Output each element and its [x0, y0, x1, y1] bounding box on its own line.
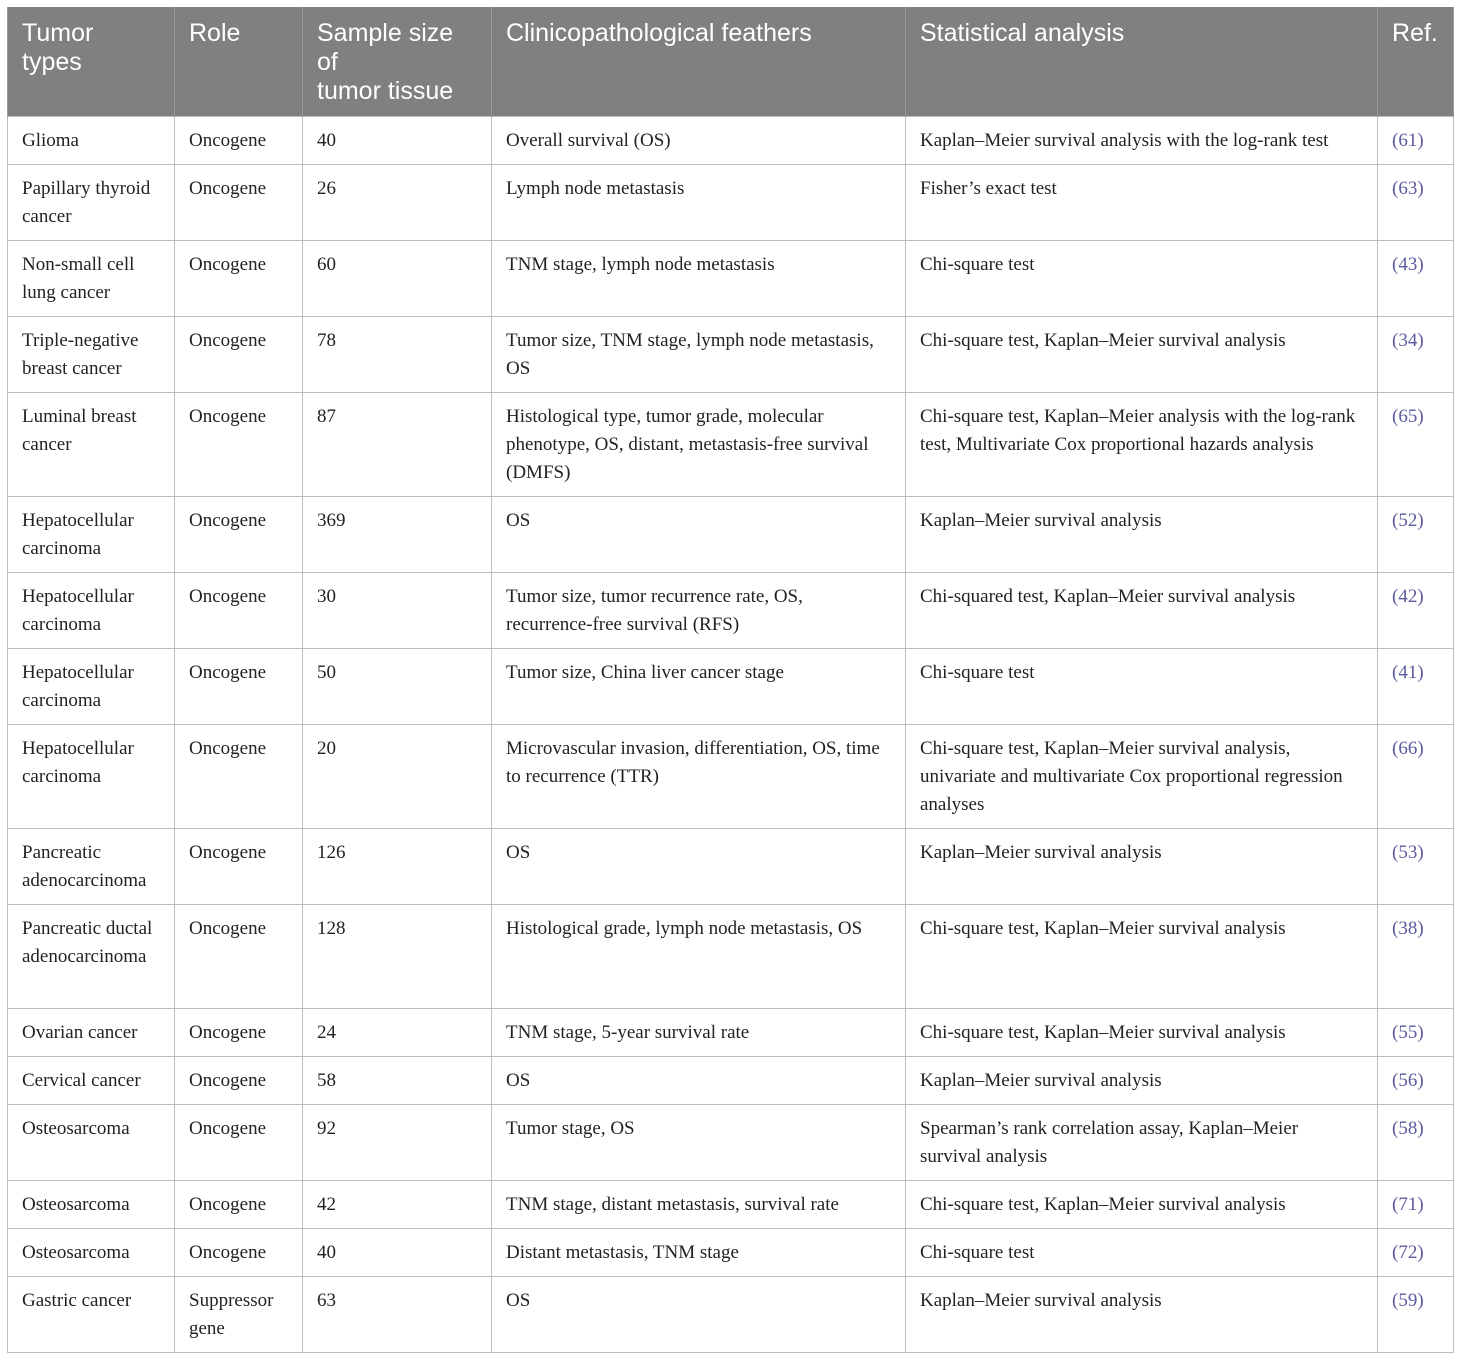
table-row: [8, 117, 1454, 165]
cell-statistical-analysis: Chi-squared test, Kaplan–Meier survival analysis: [906, 573, 1378, 649]
cell-sample-size: 42: [303, 1181, 492, 1229]
cell-statistical-analysis: Kaplan–Meier survival analysis: [906, 1057, 1378, 1105]
header-ref: Ref.: [1378, 7, 1454, 117]
cell-features: TNM stage, distant metastasis, survival rate: [492, 1181, 906, 1229]
cell-sample-size: 26: [303, 165, 492, 241]
cell-ref[interactable]: (72): [1378, 1229, 1454, 1277]
cell-statistical-analysis: Kaplan–Meier survival analysis: [906, 1277, 1378, 1353]
cell-sample-size: 40: [303, 1229, 492, 1277]
cell-role: Oncogene: [175, 573, 303, 649]
table-row: [8, 1181, 1454, 1229]
cell-ref[interactable]: (52): [1378, 497, 1454, 573]
cell-tumor-type: Glioma: [8, 117, 175, 165]
header-clinicopathological-features: Clinicopathological feathers: [492, 7, 906, 117]
table-row: [8, 165, 1454, 241]
cell-features: Tumor size, TNM stage, lymph node metastasis, OS: [492, 317, 906, 393]
cell-tumor-type: Ovarian cancer: [8, 1009, 175, 1057]
cell-features: Tumor stage, OS: [492, 1105, 906, 1181]
cell-statistical-analysis: Chi-square test, Kaplan–Meier survival analysis: [906, 1009, 1378, 1057]
cell-tumor-type: Hepatocellular carcinoma: [8, 649, 175, 725]
cell-ref[interactable]: (34): [1378, 317, 1454, 393]
cell-role: Oncogene: [175, 1009, 303, 1057]
table-row: [8, 573, 1454, 649]
cell-features: OS: [492, 497, 906, 573]
cell-role: Suppressor gene: [175, 1277, 303, 1353]
cell-sample-size: 63: [303, 1277, 492, 1353]
table-row: [8, 393, 1454, 497]
header-tumor-types: Tumor types: [8, 7, 175, 117]
table-row: [8, 1277, 1454, 1353]
table-container: [7, 7, 1454, 1353]
cell-sample-size: 24: [303, 1009, 492, 1057]
cell-tumor-type: Osteosarcoma: [8, 1181, 175, 1229]
cell-features: OS: [492, 1057, 906, 1105]
cell-sample-size: 78: [303, 317, 492, 393]
cell-statistical-analysis: Chi-square test: [906, 1229, 1378, 1277]
cell-tumor-type: Non-small cell lung cancer: [8, 241, 175, 317]
cell-features: Histological grade, lymph node metastasis, OS: [492, 905, 906, 1009]
cell-features: TNM stage, lymph node metastasis: [492, 241, 906, 317]
cell-sample-size: 87: [303, 393, 492, 497]
cell-ref[interactable]: (65): [1378, 393, 1454, 497]
cell-role: Oncogene: [175, 117, 303, 165]
cell-sample-size: 30: [303, 573, 492, 649]
cell-features: Histological type, tumor grade, molecular phenotype, OS, distant, metastasis-free survival (DMFS): [492, 393, 906, 497]
cell-tumor-type: Luminal breast cancer: [8, 393, 175, 497]
cell-role: Oncogene: [175, 393, 303, 497]
cell-features: Overall survival (OS): [492, 117, 906, 165]
cell-statistical-analysis: Kaplan–Meier survival analysis: [906, 829, 1378, 905]
table-row: [8, 497, 1454, 573]
cell-statistical-analysis: Chi-square test, Kaplan–Meier analysis with the log-rank test, Multivariate Cox proportional hazards analysis: [906, 393, 1378, 497]
cell-ref[interactable]: (42): [1378, 573, 1454, 649]
cell-statistical-analysis: Chi-square test: [906, 649, 1378, 725]
table-row: [8, 1057, 1454, 1105]
cell-ref[interactable]: (66): [1378, 725, 1454, 829]
cell-sample-size: 20: [303, 725, 492, 829]
cell-sample-size: 369: [303, 497, 492, 573]
cell-role: Oncogene: [175, 905, 303, 1009]
table-row: [8, 905, 1454, 1009]
cell-role: Oncogene: [175, 165, 303, 241]
cell-role: Oncogene: [175, 241, 303, 317]
cell-sample-size: 50: [303, 649, 492, 725]
cell-features: Tumor size, tumor recurrence rate, OS, recurrence-free survival (RFS): [492, 573, 906, 649]
header-sample-size: Sample size of tumor tissue: [303, 7, 492, 117]
cell-tumor-type: Pancreatic adenocarcinoma: [8, 829, 175, 905]
table-row: [8, 1229, 1454, 1277]
table-row: [8, 241, 1454, 317]
cell-ref[interactable]: (59): [1378, 1277, 1454, 1353]
cell-ref[interactable]: (56): [1378, 1057, 1454, 1105]
cell-role: Oncogene: [175, 1105, 303, 1181]
cell-role: Oncogene: [175, 317, 303, 393]
cell-statistical-analysis: Chi-square test: [906, 241, 1378, 317]
cell-features: Tumor size, China liver cancer stage: [492, 649, 906, 725]
cell-ref[interactable]: (71): [1378, 1181, 1454, 1229]
cell-ref[interactable]: (58): [1378, 1105, 1454, 1181]
cell-features: OS: [492, 1277, 906, 1353]
cell-tumor-type: Gastric cancer: [8, 1277, 175, 1353]
table-body: [8, 117, 1454, 1353]
cell-role: Oncogene: [175, 1181, 303, 1229]
cell-sample-size: 58: [303, 1057, 492, 1105]
cell-statistical-analysis: Spearman’s rank correlation assay, Kaplan–Meier survival analysis: [906, 1105, 1378, 1181]
cell-statistical-analysis: Fisher’s exact test: [906, 165, 1378, 241]
cell-tumor-type: Hepatocellular carcinoma: [8, 725, 175, 829]
cell-tumor-type: Hepatocellular carcinoma: [8, 497, 175, 573]
cell-sample-size: 126: [303, 829, 492, 905]
cell-role: Oncogene: [175, 725, 303, 829]
table-row: [8, 829, 1454, 905]
cell-statistical-analysis: Chi-square test, Kaplan–Meier survival analysis, univariate and multivariate Cox proportional regression analyses: [906, 725, 1378, 829]
cell-statistical-analysis: Chi-square test, Kaplan–Meier survival analysis: [906, 905, 1378, 1009]
header-role: Role: [175, 7, 303, 117]
cell-features: TNM stage, 5-year survival rate: [492, 1009, 906, 1057]
cell-sample-size: 40: [303, 117, 492, 165]
cell-ref[interactable]: (61): [1378, 117, 1454, 165]
cell-features: Distant metastasis, TNM stage: [492, 1229, 906, 1277]
cell-tumor-type: Cervical cancer: [8, 1057, 175, 1105]
cell-ref[interactable]: (55): [1378, 1009, 1454, 1057]
cell-tumor-type: Papillary thyroid cancer: [8, 165, 175, 241]
table-row: [8, 1009, 1454, 1057]
cell-ref[interactable]: (41): [1378, 649, 1454, 725]
cell-tumor-type: Pancreatic ductal adenocarcinoma: [8, 905, 175, 1009]
header-statistical-analysis: Statistical analysis: [906, 7, 1378, 117]
cell-role: Oncogene: [175, 1229, 303, 1277]
table-row: [8, 649, 1454, 725]
cell-statistical-analysis: Kaplan–Meier survival analysis with the log-rank test: [906, 117, 1378, 165]
cell-tumor-type: Triple-negative breast cancer: [8, 317, 175, 393]
cell-role: Oncogene: [175, 649, 303, 725]
cell-sample-size: 60: [303, 241, 492, 317]
cell-sample-size: 92: [303, 1105, 492, 1181]
cell-statistical-analysis: Chi-square test, Kaplan–Meier survival analysis: [906, 1181, 1378, 1229]
tumor-table: [7, 7, 1454, 1353]
cell-sample-size: 128: [303, 905, 492, 1009]
cell-tumor-type: Osteosarcoma: [8, 1229, 175, 1277]
table-row: [8, 1105, 1454, 1181]
cell-statistical-analysis: Chi-square test, Kaplan–Meier survival analysis: [906, 317, 1378, 393]
cell-ref[interactable]: (63): [1378, 165, 1454, 241]
cell-ref[interactable]: (38): [1378, 905, 1454, 1009]
cell-ref[interactable]: (43): [1378, 241, 1454, 317]
cell-role: Oncogene: [175, 497, 303, 573]
cell-features: OS: [492, 829, 906, 905]
cell-ref[interactable]: (53): [1378, 829, 1454, 905]
table-row: [8, 725, 1454, 829]
cell-statistical-analysis: Kaplan–Meier survival analysis: [906, 497, 1378, 573]
table-row: [8, 317, 1454, 393]
cell-role: Oncogene: [175, 829, 303, 905]
cell-tumor-type: Hepatocellular carcinoma: [8, 573, 175, 649]
cell-role: Oncogene: [175, 1057, 303, 1105]
cell-features: Lymph node metastasis: [492, 165, 906, 241]
cell-tumor-type: Osteosarcoma: [8, 1105, 175, 1181]
table-header-row: [8, 7, 1454, 117]
cell-features: Microvascular invasion, differentiation, OS, time to recurrence (TTR): [492, 725, 906, 829]
